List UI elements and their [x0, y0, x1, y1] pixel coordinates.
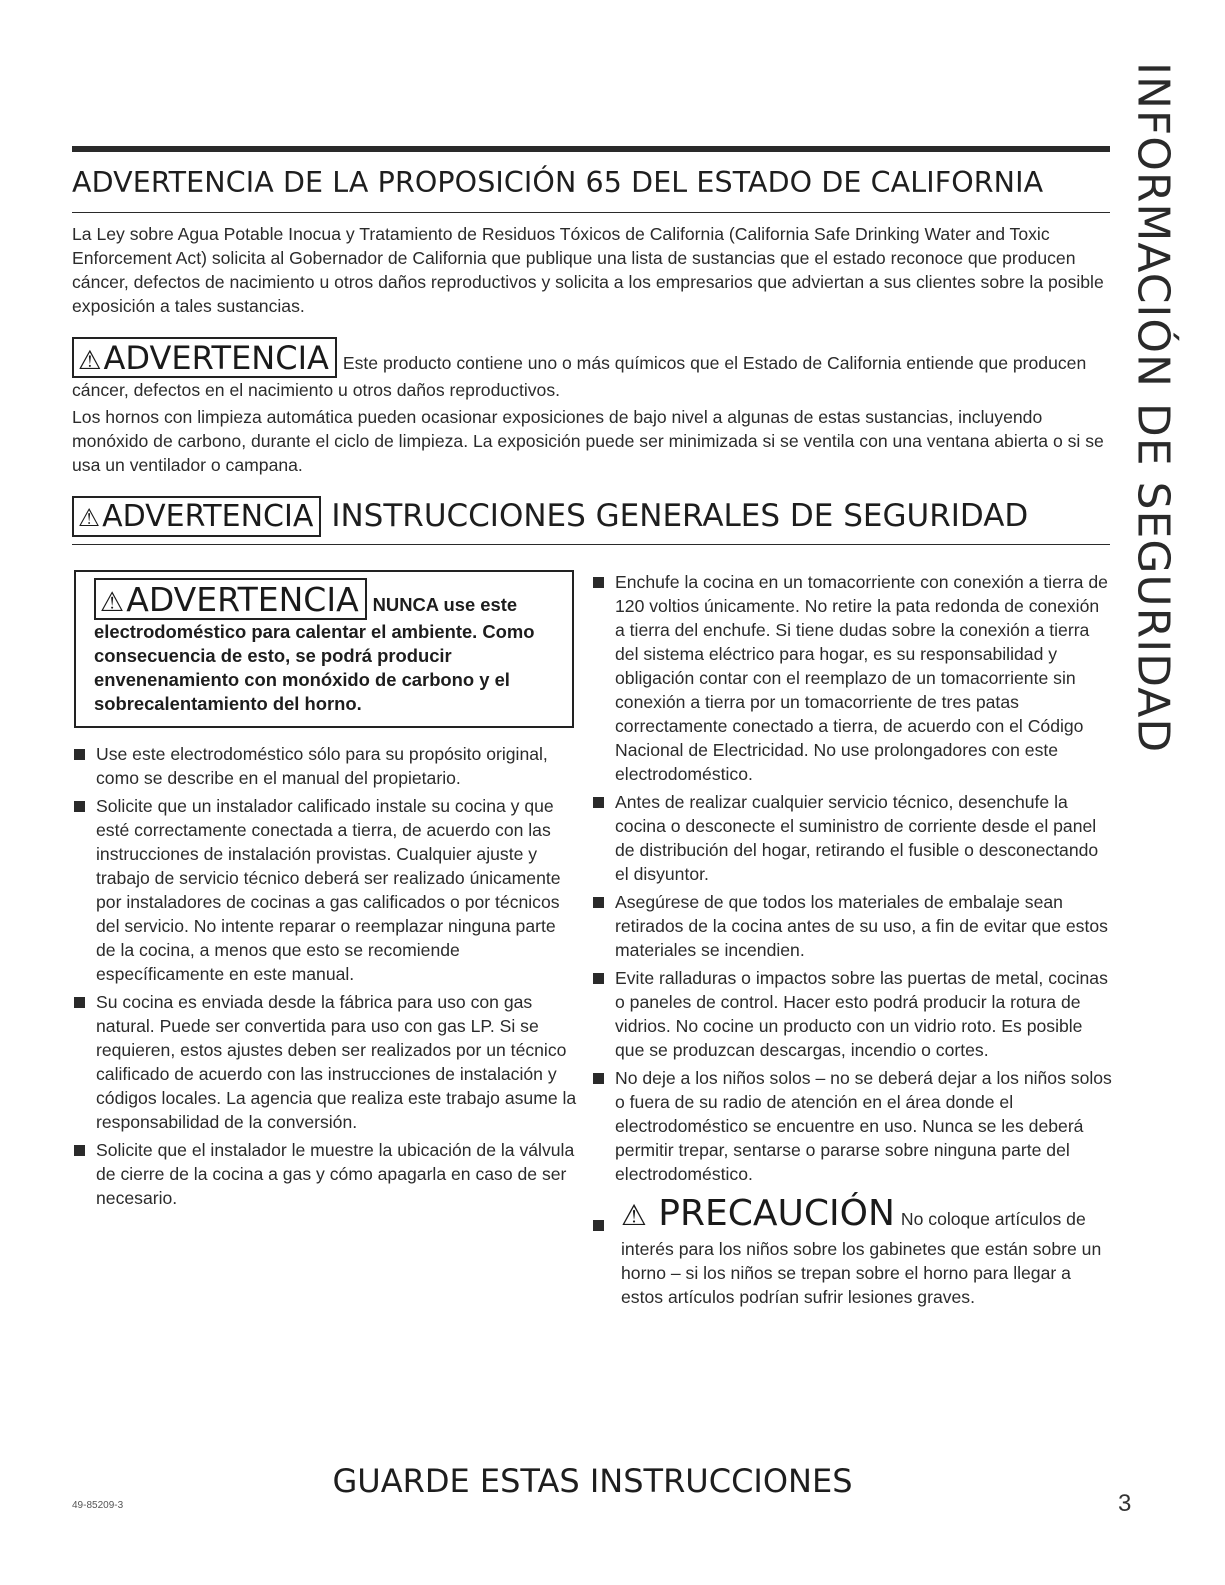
list-item: No deje a los niños solos – no se deberá dejar a los niños solos o fuera de su radio de atención en el área donde el electrodoméstico se encuentre en uso. Nunca se les deberá permitir trepar, sentarse o pararse sobre ninguna parte del electrodoméstico. [593, 1066, 1113, 1186]
list-item: Solicite que un instalador calificado instale su cocina y que esté correctamente conectada a tierra, de acuerdo con las instrucciones de instalación provistas. Cualquier ajuste y trabajo de servicio técnico deberá ser realizado únicamente por instaladores de cocinas a gas calificados o por técnicos del servicio. No intente reparar o reemplazar ninguna parte de la cocina, a menos que esto se recomiende específicamente en este manual. [74, 794, 579, 986]
warning-triangle-icon: ⚠ [78, 503, 101, 532]
nunca-warning-text: NUNCA use este electrodoméstico para calentar el ambiente. Como consecuencia de esto, se podrá producir envenenamiento con monóxido de carbono y el sobrecalentamiento del horno. [94, 594, 535, 715]
warning-triangle-icon: ⚠ [621, 1198, 647, 1232]
precaucion-notice [593, 1192, 1113, 1309]
list-item: Use este electrodoméstico sólo para su propósito original, como se describe en el manual del propietario. [74, 742, 579, 790]
prop65-paragraph: La Ley sobre Agua Potable Inocua y Tratamiento de Residuos Tóxicos de California (California Safe Drinking Water and Toxic Enforcement Act) solicita al Gobernador de California que publique una lista de sustancias que el estado reconoce que producen cáncer, defectos de nacimiento u otros daños reproductivos y solicita a los empresarios que adviertan a sus clientes sobre la posible exposición a tales sustancias. [72, 224, 1104, 316]
prop65-title-rule [72, 212, 1110, 213]
left-column [74, 570, 579, 1214]
warning-label: ADVERTENCIA [102, 499, 314, 534]
list-item: Enchufe la cocina en un tomacorriente con conexión a tierra de 120 voltios únicamente. No retire la pata redonda de conexión a tierra del enchufe. Si tiene dudas sobre la conexión a tierra del sistema eléctrico para hogar, es su responsabilidad y obligación contar con el reemplazo de un tomacorriente sin conexión a tierra por un tomacorriente de tres patas correctamente conectado a tierra, de acuerdo con el Código Nacional de Electricidad. No use prolongadores con este electrodoméstico. [593, 570, 1113, 786]
list-item: Evite ralladuras o impactos sobre las puertas de metal, cocinas o paneles de control. Hacer esto podrá producir la rotura de vidrios. No cocine un producto con un vidrio roto. Es posible que se produzcan descargas, incendio o cortes. [593, 966, 1113, 1062]
warning-label: ADVERTENCIA [103, 339, 329, 377]
warning-triangle-icon: ⚠ [78, 346, 102, 376]
top-rule [72, 146, 1110, 152]
section-side-tab [1118, 62, 1188, 754]
precaucion-heading [621, 1193, 895, 1234]
general-title-rule [72, 544, 1110, 545]
warning-triangle-icon: ⚠ [100, 587, 125, 618]
list-item: Solicite que el instalador le muestre la ubicación de la válvula de cierre de la cocina a gas y cómo apagarla en caso de ser necesario. [74, 1138, 579, 1210]
warning-label-box [72, 496, 321, 537]
warning-label-box [72, 337, 337, 378]
warning-label: ADVERTENCIA [126, 580, 359, 619]
warning-label-box [94, 578, 367, 620]
right-column [593, 570, 1113, 1309]
side-tab-label: INFORMACIÓN DE SEGURIDAD [1127, 62, 1179, 754]
general-safety-title: INSTRUCCIONES GENERALES DE SEGURIDAD [331, 498, 1029, 534]
list-item: Su cocina es enviada desde la fábrica para uso con gas natural. Puede ser convertida para uso con gas LP. Si se requieren, estos ajustes deben ser realizados por un técnico calificado de acuerdo con las instrucciones de instalación y códigos locales. La agencia que realiza este trabajo asume la responsabilidad de la conversión. [74, 990, 579, 1134]
prop65-title: ADVERTENCIA DE LA PROPOSICIÓN 65 DEL ESTADO DE CALIFORNIA [72, 166, 1044, 199]
precaucion-text: No coloque artículos de interés para los niños sobre los gabinetes que están sobre un horno – si los niños se trepan sobre el horno para llegar a estos artículos podrían sufrir lesiones graves. [621, 1209, 1102, 1307]
precaucion-label: PRECAUCIÓN [658, 1193, 895, 1234]
prop65-warning [72, 337, 1112, 402]
save-instructions-title: GUARDE ESTAS INSTRUCCIONES [332, 1462, 853, 1500]
list-item: Antes de realizar cualquier servicio técnico, desenchufe la cocina o desconecte el suministro de corriente desde el panel de distribución del hogar, retirando el fusible o desconectando el disyuntor. [593, 790, 1113, 886]
page-number: 3 [1118, 1490, 1132, 1517]
left-bullet-list [74, 742, 579, 1210]
prop65-warning-text: Este producto contiene uno o más químicos que el Estado de California entiende que producen cáncer, defectos en el nacimiento u otros daños reproductivos. [72, 353, 1087, 401]
ovens-paragraph: Los hornos con limpieza automática pueden ocasionar exposiciones de bajo nivel a algunas de estas sustancias, incluyendo monóxido de carbono, durante el ciclo de limpieza. La exposición puede ser minimizada si se ventila con una ventana abierta o si se usa un ventilador o campana. [72, 407, 1104, 475]
document-code: 49-85209-3 [72, 1500, 124, 1511]
list-item: Asegúrese de que todos los materiales de embalaje sean retirados de la cocina antes de su uso, a fin de evitar que estos materiales se incendien. [593, 890, 1113, 962]
nunca-warning-box [74, 570, 574, 728]
right-bullet-list [593, 570, 1113, 1186]
general-safety-heading [72, 496, 1112, 537]
